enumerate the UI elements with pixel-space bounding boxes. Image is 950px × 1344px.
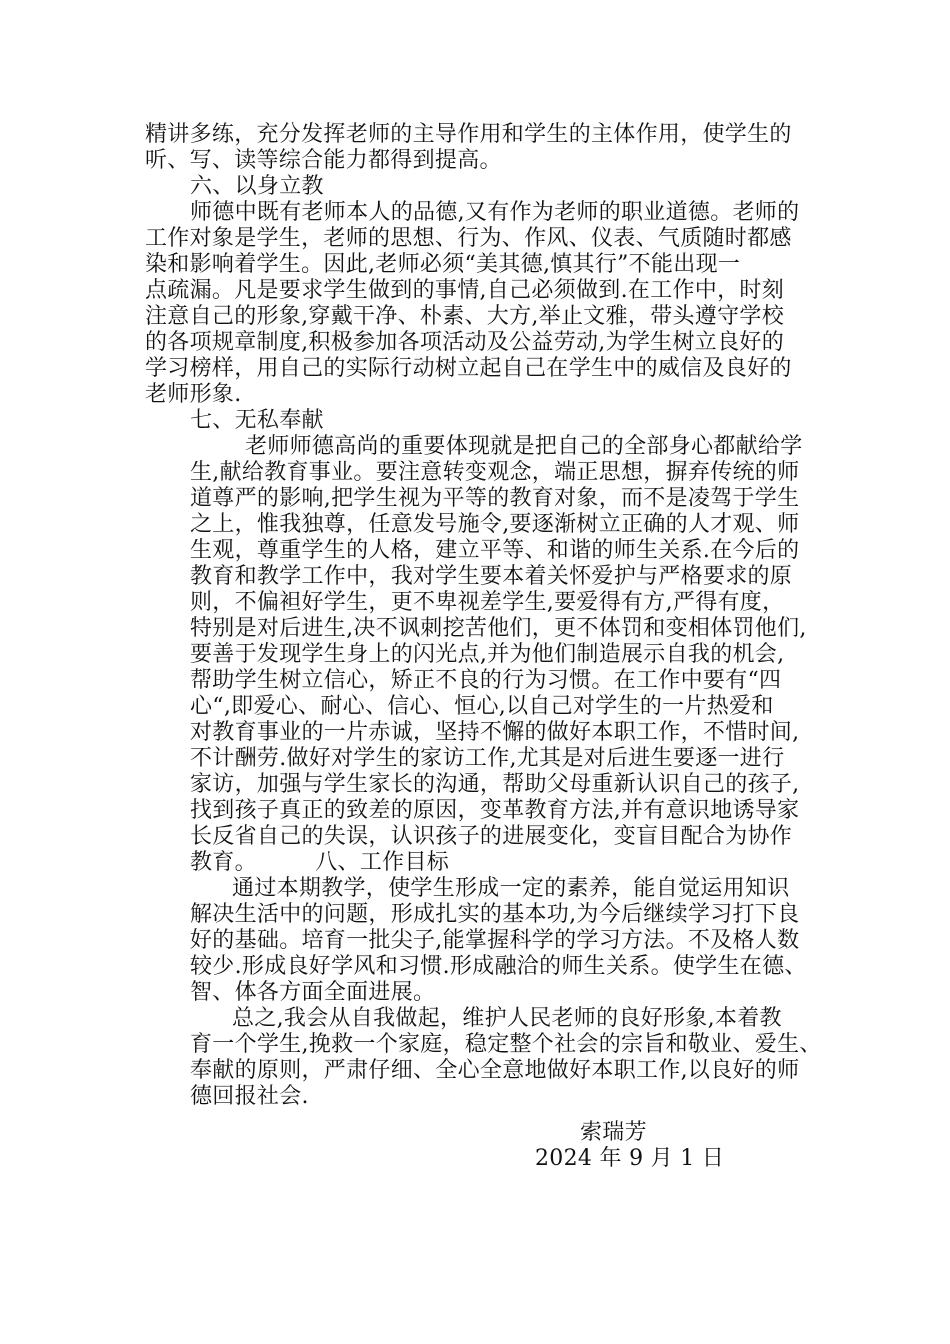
text-line: 之上，惟我独尊，任意发号施令,要逐渐树立正确的人才观、师 <box>190 512 800 537</box>
text-line: 不计酬劳.做好对学生的家访工作,尤其是对后进生要逐一进行 <box>190 746 785 771</box>
text-line: 工作对象是学生，老师的思想、行为、作风、仪表、气质随时都感 <box>145 226 792 251</box>
text-line: 生,献给教育事业。要注意转变观念，端正思想，摒弃传统的师 <box>190 460 800 485</box>
text-line: 道尊严的影响,把学生视为平等的教育对象，而不是凌驾于学生 <box>190 486 800 511</box>
date: 2024 年 9 月 1 日 <box>535 1146 725 1171</box>
text-line: 听、写、读等综合能力都得到提高。 <box>145 148 502 173</box>
text-line: 家访，加强与学生家长的沟通，帮助父母重新认识自己的孩子, <box>190 772 800 797</box>
text-line: 长反省自己的失误，认识孩子的进展变化，变盲目配合为协作 <box>190 824 793 849</box>
text-line: 点疏漏。凡是要求学生做到的事情,自己必须做到.在工作中，时刻 <box>145 278 784 303</box>
text-line: 精讲多练，充分发挥老师的主导作用和学生的主体作用，使学生的 <box>145 122 792 147</box>
text-line: 解决生活中的问题，形成扎实的基本功,为今后继续学习打下良 <box>190 902 800 927</box>
text-line: 找到孩子真正的致差的原因，变革教育方法,并有意识地诱导家 <box>190 798 800 823</box>
text-line: 的各项规章制度,积极参加各项活动及公益劳动,为学生树立良好的 <box>145 330 784 355</box>
text-line: 染和影响着学生。因此,老师必须“美其德,慎其行”不能出现一 <box>145 252 741 277</box>
section-heading: 七、无私奉献 <box>190 408 324 433</box>
text-line: 老师形象. <box>145 382 242 407</box>
text-line: 师德中既有老师本人的品德,又有作为老师的职业道德。老师的 <box>190 200 800 225</box>
text-line: 教育。 八、工作目标 <box>190 850 450 875</box>
text-line: 则，不偏袒好学生，更不卑视差学生,要爱得有方,严得有度， <box>190 590 785 615</box>
text-line: 帮助学生树立信心，矫正不良的行为习惯。在工作中要有“四 <box>190 668 782 693</box>
section-heading: 六、以身立教 <box>190 174 324 199</box>
text-line: 学习榜样，用自己的实际行动树立起自己在学生中的威信及良好的 <box>145 356 792 381</box>
text-line: 要善于发现学生身上的闪光点,并为他们制造展示自我的机会, <box>190 642 785 667</box>
text-line: 特别是对后进生,决不讽刺挖苦他们，更不体罚和变相体罚他们, <box>190 616 807 641</box>
text-line: 好的基础。培育一批尖子,能掌握科学的学习方法。不及格人数 <box>190 928 800 953</box>
text-line: 老师师德高尚的重要体现就是把自己的全部身心都献给学 <box>245 434 803 459</box>
text-line: 智、体各方面全面进展。 <box>190 980 436 1005</box>
text-line: 德回报社会. <box>190 1084 309 1109</box>
text-line: 生观，尊重学生的人格，建立平等、和谐的师生关系.在今后的 <box>190 538 800 563</box>
text-line: 奉献的原则，严肃仔细、全心全意地做好本职工作,以良好的师 <box>190 1058 800 1083</box>
text-line: 对教育事业的一片赤诚，坚持不懈的做好本职工作，不惜时间, <box>190 720 800 745</box>
text-line: 通过本期教学，使学生形成一定的素养，能自觉运用知识 <box>232 876 790 901</box>
signature: 索瑞芳 <box>580 1120 647 1145</box>
text-line: 教育和教学工作中，我对学生要本着关怀爱护与严格要求的原 <box>190 564 793 589</box>
text-line: 心“,即爱心、耐心、信心、恒心,以自己对学生的一片热爱和 <box>190 694 774 719</box>
text-line: 注意自己的形象,穿戴干净、朴素、大方,举止文雅，带头遵守学校 <box>145 304 784 329</box>
text-line: 较少.形成良好学风和习惯.形成融洽的师生关系。使学生在德、 <box>190 954 807 979</box>
text-line: 育一个学生,挽救一个家庭，稳定整个社会的宗旨和敬业、爱生、 <box>190 1032 822 1057</box>
text-line: 总之,我会从自我做起，维护人民老师的良好形象,本着教 <box>232 1006 782 1031</box>
